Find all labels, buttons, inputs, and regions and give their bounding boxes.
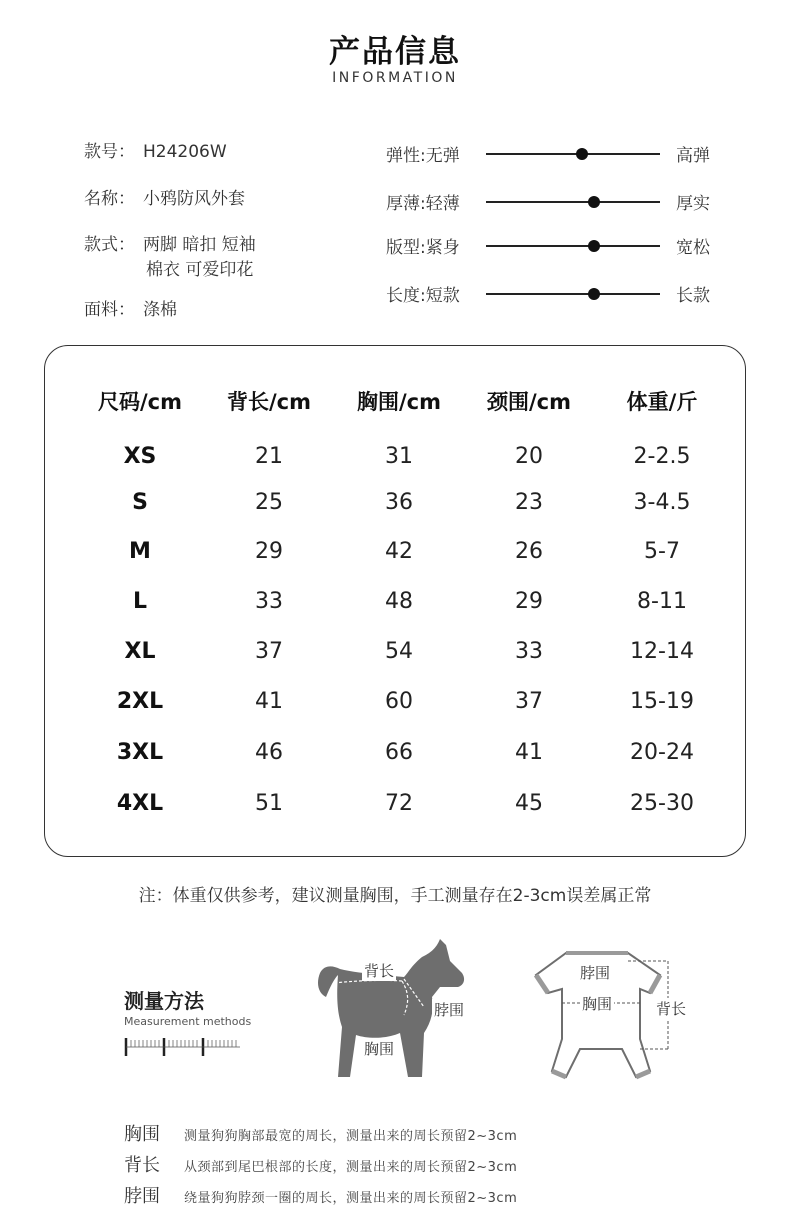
table-cell: 26 [515, 539, 543, 564]
scale-right-label: 宽松 [676, 238, 710, 258]
table-cell: 41 [255, 689, 283, 714]
definition-item [124, 1120, 517, 1146]
table-cell: 66 [385, 740, 413, 765]
spec-fabric [84, 298, 177, 323]
table-cell: 54 [385, 639, 413, 664]
spec-value: H24206W [143, 142, 227, 162]
table-header: 颈围/cm [487, 390, 571, 414]
table-cell: 37 [255, 639, 283, 664]
table-cell-size: 4XL [116, 791, 164, 816]
table-cell: 8-11 [637, 589, 687, 614]
dog-label-back: 背长 [364, 962, 395, 980]
measurement-note: 注：体重仅供参考，建议测量胸围，手工测量存在2-3cm误差属正常 [138, 886, 652, 906]
scale-track [486, 153, 660, 155]
table-cell: 46 [255, 740, 283, 765]
table-cell: 29 [515, 589, 543, 614]
table-cell-size: 3XL [116, 740, 164, 765]
table-cell: 41 [515, 740, 543, 765]
suit-label-back: 背长 [656, 1000, 687, 1018]
table-cell: 5-7 [644, 539, 680, 564]
table-cell: 48 [385, 589, 413, 614]
table-cell: 15-19 [630, 689, 694, 714]
scale-label: 弹性:无弹 [386, 146, 460, 166]
definition-item [124, 1182, 517, 1208]
dog-label-neck: 脖围 [434, 1001, 465, 1019]
definition-term: 胸围 [124, 1124, 160, 1145]
suit-label-neck: 脖围 [580, 964, 611, 982]
definition-text: 绕量狗狗脖颈一圈的周长，测量出来的周长预留2~3cm [184, 1191, 518, 1206]
scale-marker [588, 240, 600, 252]
page-title: 产品信息 [329, 34, 461, 70]
table-cell: 45 [515, 791, 543, 816]
spec-key: 名称： [84, 189, 135, 209]
table-cell: 72 [385, 791, 413, 816]
scale-label: 厚薄:轻薄 [386, 194, 460, 214]
scale-right-label: 高弹 [676, 146, 710, 166]
scale-thickness [386, 189, 726, 213]
scale-right-label: 厚实 [676, 194, 710, 214]
size-table [44, 345, 746, 857]
table-cell: 21 [255, 444, 283, 469]
table-header: 背长/cm [227, 390, 311, 414]
table-header: 尺码/cm [98, 390, 182, 414]
table-cell: 36 [385, 490, 413, 515]
table-cell: 3-4.5 [633, 490, 691, 515]
table-cell-size: 2XL [116, 689, 164, 714]
scale-marker [588, 288, 600, 300]
scale-length [386, 281, 726, 305]
spec-key: 款式： [84, 235, 135, 255]
table-cell: 42 [385, 539, 413, 564]
table-cell-size: XS [123, 444, 157, 469]
scale-marker [576, 148, 588, 160]
table-cell: 33 [515, 639, 543, 664]
scale-track [486, 293, 660, 295]
method-subtitle: Measurement methods [124, 1015, 252, 1028]
spec-value: 小鸦防风外套 [143, 189, 245, 209]
spec-value: 两脚 暗扣 短袖 [143, 235, 256, 255]
table-cell-size: XL [124, 639, 156, 664]
suit-label-chest: 胸围 [582, 995, 613, 1013]
table-cell: 25-30 [630, 791, 694, 816]
table-cell: 29 [255, 539, 283, 564]
table-cell: 2-2.5 [633, 444, 691, 469]
method-title: 测量方法 [124, 989, 204, 1013]
scale-right-label: 长款 [676, 286, 710, 306]
table-cell: 12-14 [630, 639, 694, 664]
page-subtitle: INFORMATION [332, 70, 458, 86]
table-header: 胸围/cm [357, 390, 441, 414]
dog-label-chest: 胸围 [364, 1040, 395, 1058]
spec-value: 涤棉 [143, 300, 177, 320]
definition-item [124, 1151, 517, 1177]
spec-value-line2: 棉衣 可爱印花 [146, 260, 254, 280]
table-cell-size: S [132, 490, 148, 515]
ruler-icon [124, 1034, 242, 1058]
definition-text: 测量狗狗胸部最宽的周长，测量出来的周长预留2~3cm [184, 1129, 518, 1144]
scale-elasticity [386, 141, 726, 165]
table-cell: 23 [515, 490, 543, 515]
spec-name [84, 187, 245, 212]
table-cell: 25 [255, 490, 283, 515]
table-cell-size: L [132, 589, 148, 614]
scale-track [486, 245, 660, 247]
spec-style [84, 233, 256, 283]
table-cell: 20-24 [630, 740, 694, 765]
table-cell: 60 [385, 689, 413, 714]
scale-track [486, 201, 660, 203]
scale-label: 版型:紧身 [386, 238, 460, 258]
definition-term: 脖围 [124, 1186, 160, 1207]
scale-label: 长度:短款 [386, 286, 460, 306]
table-cell: 37 [515, 689, 543, 714]
table-cell: 20 [515, 444, 543, 469]
scale-fit [386, 233, 726, 257]
spec-key: 款号： [84, 142, 135, 162]
table-cell: 31 [385, 444, 413, 469]
table-cell: 51 [255, 791, 283, 816]
table-cell: 33 [255, 589, 283, 614]
scale-marker [588, 196, 600, 208]
definition-term: 背长 [124, 1155, 160, 1176]
table-header: 体重/斤 [626, 390, 698, 414]
spec-key: 面料： [84, 300, 135, 320]
spec-style-no [84, 140, 227, 165]
definition-text: 从颈部到尾巴根部的长度，测量出来的周长预留2~3cm [184, 1160, 518, 1175]
table-cell-size: M [129, 539, 151, 564]
